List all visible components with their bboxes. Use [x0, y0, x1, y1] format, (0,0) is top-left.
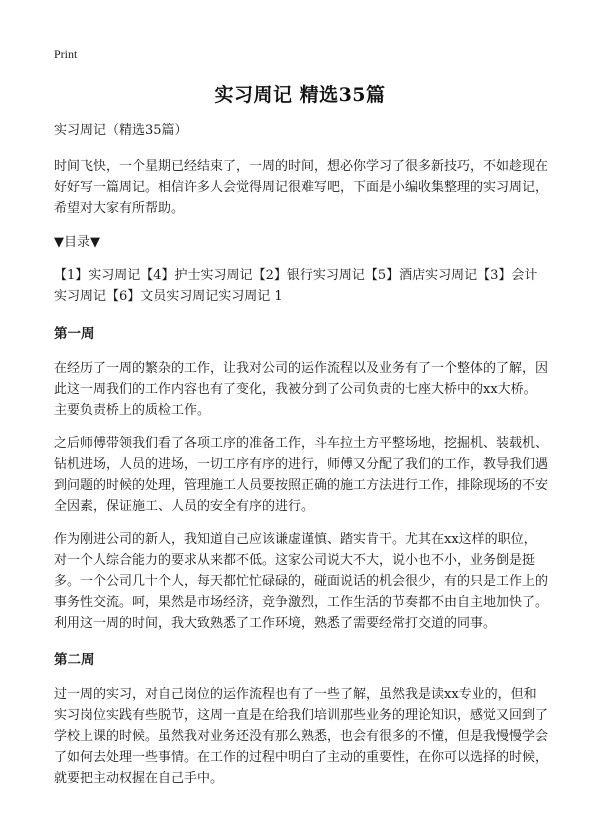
- week-1-paragraph-3: 作为刚进公司的新人，我知道自己应该谦虚谨慎、踏实肯干。尤其在xx这样的职位，对一个人综合能力的要求从来都不低。这家公司说大不大，说小也不小，业务倒是挺多。一个公司几十个人，每天都忙忙碌碌的，碰面说话的机会很少，有的只是工作上的事务性交流。呵，果然是市场经济，竞争激烈，工作生活的节奏都不由自主地加快了。利用这一周的时间，我大致熟悉了工作环境，熟悉了需要经常打交道的同事。: [54, 532, 549, 631]
- toc-item-1[interactable]: 【1】实习周记: [54, 268, 141, 283]
- print-link[interactable]: Print: [54, 47, 78, 61]
- toc-item-2[interactable]: 【2】银行实习周记: [252, 268, 365, 283]
- table-of-contents: [54, 265, 549, 307]
- document-subtitle: 实习周记（精选35篇）: [54, 123, 188, 138]
- toc-item-3[interactable]: 【3】会计实习周记: [54, 268, 538, 304]
- week-2-paragraph-1: 过一周的实习，对自己岗位的运作流程也有了一些了解，虽然我是读xx专业的，但和实习岗位实践有些脱节，这周一直是在给我们培训那些业务的理论知识，感觉又回到了学校上课的时候。虽然我对业务还没有那么熟悉，也会有很多的不懂，但是我慢慢学会了如何去处理一些事情。在工作的过程中明白了主动的重要性，在你可以选择的时候，就要把主动权握在自己手中。: [54, 687, 549, 786]
- toc-item-5[interactable]: 【5】酒店实习周记: [364, 268, 478, 283]
- toc-heading: ▼目录▼: [54, 235, 100, 250]
- document-body: [54, 120, 549, 801]
- toc-item-6[interactable]: 【6】文员实习周记实习周记 1: [106, 289, 283, 304]
- intro-paragraph: 时间飞快，一个星期已经结束了，一周的时间，想必你学习了很多新技巧，不如趁现在好好写一篇周记。相信许多人会觉得周记很难写吧，下面是小编收集整理的实习周记，希望对大家有所帮助。: [54, 159, 549, 216]
- section-heading-week-2: 第二周: [54, 652, 95, 668]
- page-title: 实习周记 精选35篇: [214, 84, 386, 106]
- section-heading-week-1: 第一周: [54, 326, 95, 342]
- week-1-paragraph-1: 在经历了一周的繁杂的工作，让我对公司的运作流程以及业务有了一个整体的了解，因此这一周我们的工作内容也有了变化，我被分到了公司负责的七座大桥中的xx大桥。主要负责桥上的质检工作。: [54, 361, 549, 418]
- week-1-paragraph-2: 之后师傅带领我们看了各项工序的准备工作，斗车拉土方平整场地，挖掘机、装载机、钻机进场，人员的进场，一切工序有序的进行，师傅又分配了我们的工作，教导我们遇到问题的时候的处理，管理施工人员要按照正确的施工方法进行工作，排除现场的不安全因素，保证施工、人员的安全有序的进行。: [54, 436, 549, 514]
- toc-item-4[interactable]: 【4】护士实习周记: [140, 268, 253, 283]
